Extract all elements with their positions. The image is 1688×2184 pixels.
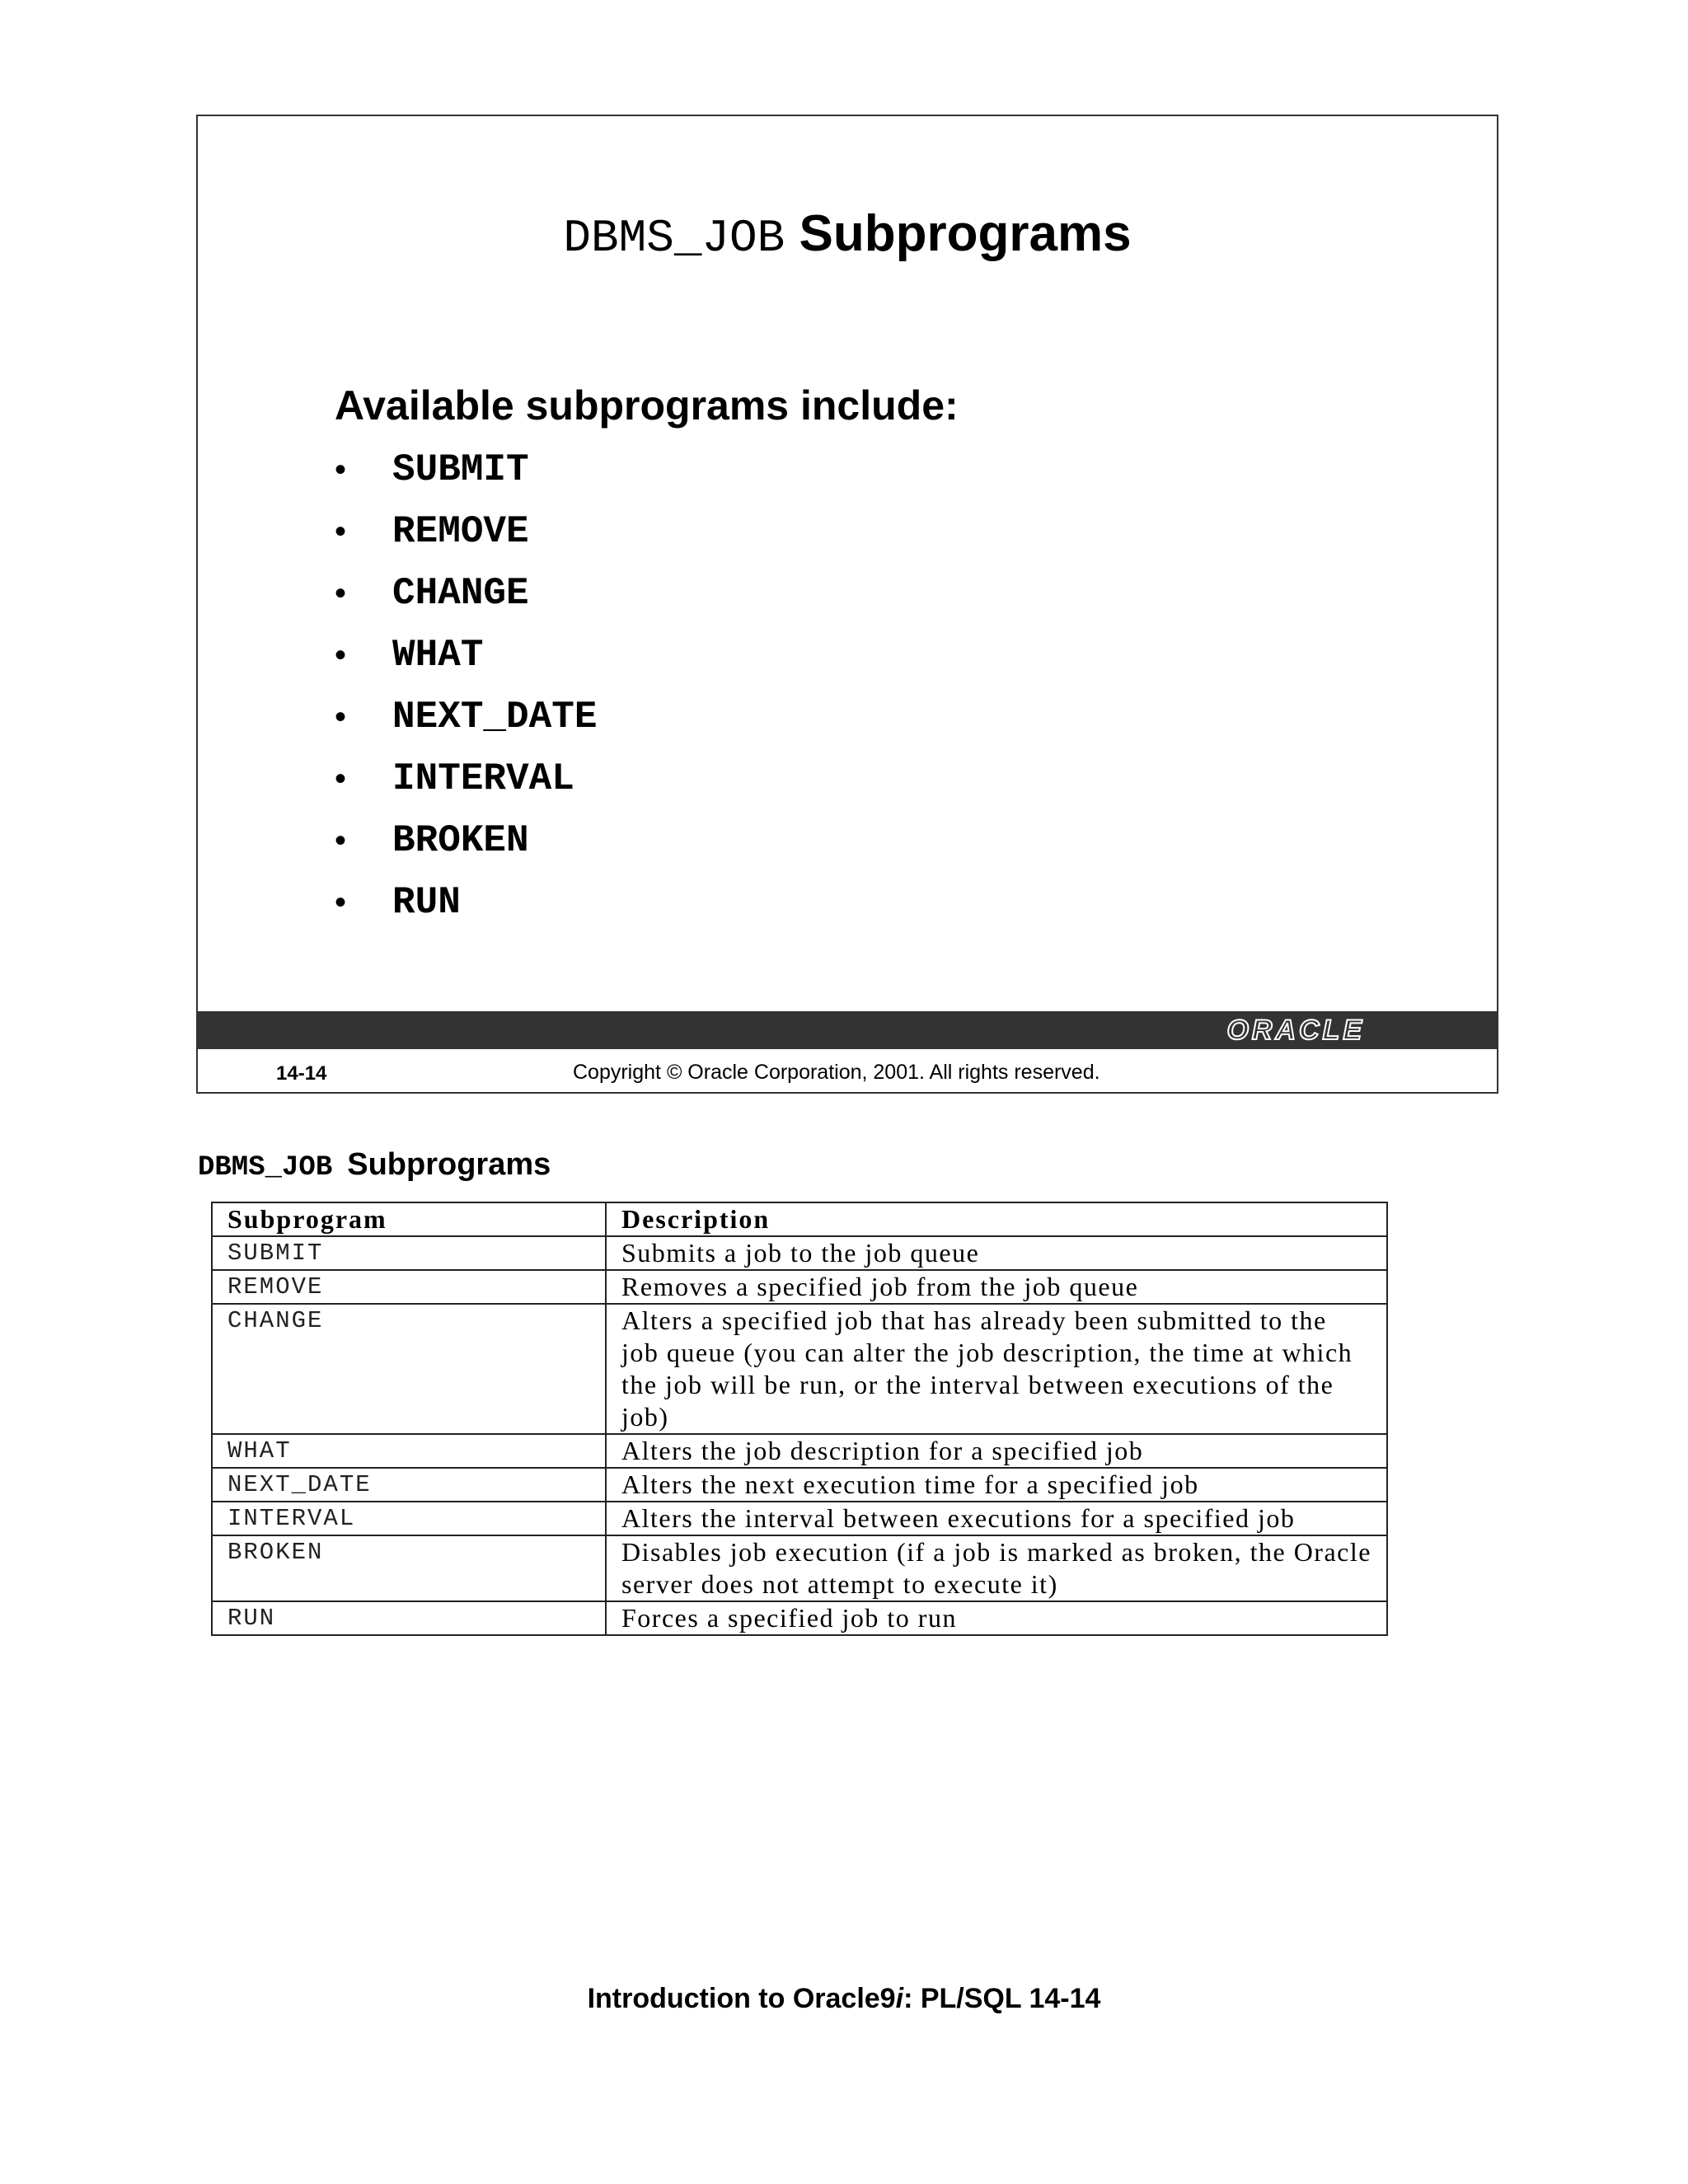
oracle-logo: ORACLE [1226,1015,1365,1046]
subprogram-name: WHAT [212,1434,606,1468]
table-row [212,1535,1387,1601]
slide-title-code: DBMS_JOB [563,212,785,265]
column-header-subprogram: Subprogram [212,1202,606,1236]
subprogram-name: CHANGE [212,1304,606,1434]
slide-footer [198,1049,1497,1094]
bullet-item [335,439,597,501]
bullet-icon: • [335,452,347,488]
bullet-icon: • [335,823,347,859]
subprogram-name: RUN [212,1601,606,1635]
subprogram-description: Removes a specified job from the job queue [606,1270,1387,1304]
table-row [212,1434,1387,1468]
table-row [212,1236,1387,1270]
bullet-item [335,872,597,934]
bullet-icon: • [335,699,347,735]
bullet-icon: • [335,761,347,797]
section-heading-code: DBMS_JOB [198,1152,333,1183]
subprogram-description: Alters the next execution time for a specified job [606,1468,1387,1502]
copyright-notice: Copyright © Oracle Corporation, 2001. All rights reserved. [573,1061,1100,1084]
subprogram-description: Alters the job description for a specified job [606,1434,1387,1468]
bullet-item [335,625,597,687]
subprograms-table [211,1202,1388,1636]
subprogram-bullet-list [335,439,597,934]
table-row [212,1304,1387,1434]
column-header-description: Description [606,1202,1387,1236]
bullet-item [335,501,597,563]
bullet-text: NEXT_DATE [392,696,598,738]
table-row [212,1468,1387,1502]
table-header-row [212,1202,1387,1236]
footer-text-italic: i [895,1983,904,2014]
oracle-brand-bar [198,1011,1497,1049]
bullet-icon: • [335,637,347,673]
table-row [212,1502,1387,1535]
subprogram-name: INTERVAL [212,1502,606,1535]
bullet-text: SUBMIT [392,448,529,491]
bullet-text: CHANGE [392,572,529,615]
bullet-text: WHAT [392,634,484,677]
subprogram-description: Disables job execution (if a job is marked as broken, the Oracle server does not attempt to execute it) [606,1535,1387,1601]
subprogram-description: Alters the interval between executions for a specified job [606,1502,1387,1535]
bullet-text: INTERVAL [392,757,574,800]
bullet-icon: • [335,575,347,612]
bullet-text: REMOVE [392,510,529,553]
slide-number: 14-14 [276,1062,327,1085]
subprogram-name: BROKEN [212,1535,606,1601]
bullet-text: RUN [392,881,461,924]
bullet-item [335,563,597,625]
slide-frame [196,115,1498,1094]
bullet-icon: • [335,513,347,550]
subprogram-description: Submits a job to the job queue [606,1236,1387,1270]
page-footer [0,1983,1688,2015]
subprogram-name: REMOVE [212,1270,606,1304]
bullet-item [335,748,597,810]
bullet-icon: • [335,884,347,921]
slide-title [198,204,1497,265]
table-row [212,1270,1387,1304]
footer-text-before: Introduction to Oracle9 [587,1983,896,2014]
table-row [212,1601,1387,1635]
bullet-item [335,810,597,872]
subprogram-description: Forces a specified job to run [606,1601,1387,1635]
slide-intro: Available subprograms include: [335,382,959,429]
subprogram-description: Alters a specified job that has already been submitted to the job queue (you can alter the job description, the time at which the job will be run, or the interval between executions of the job) [606,1304,1387,1434]
section-heading [198,1147,551,1183]
subprogram-name: SUBMIT [212,1236,606,1270]
section-heading-text: Subprograms [347,1147,551,1182]
subprogram-name: NEXT_DATE [212,1468,606,1502]
slide-title-text: Subprograms [799,205,1132,262]
bullet-text: BROKEN [392,819,529,862]
bullet-item [335,687,597,748]
footer-text-after: : PL/SQL 14-14 [903,1983,1101,2014]
